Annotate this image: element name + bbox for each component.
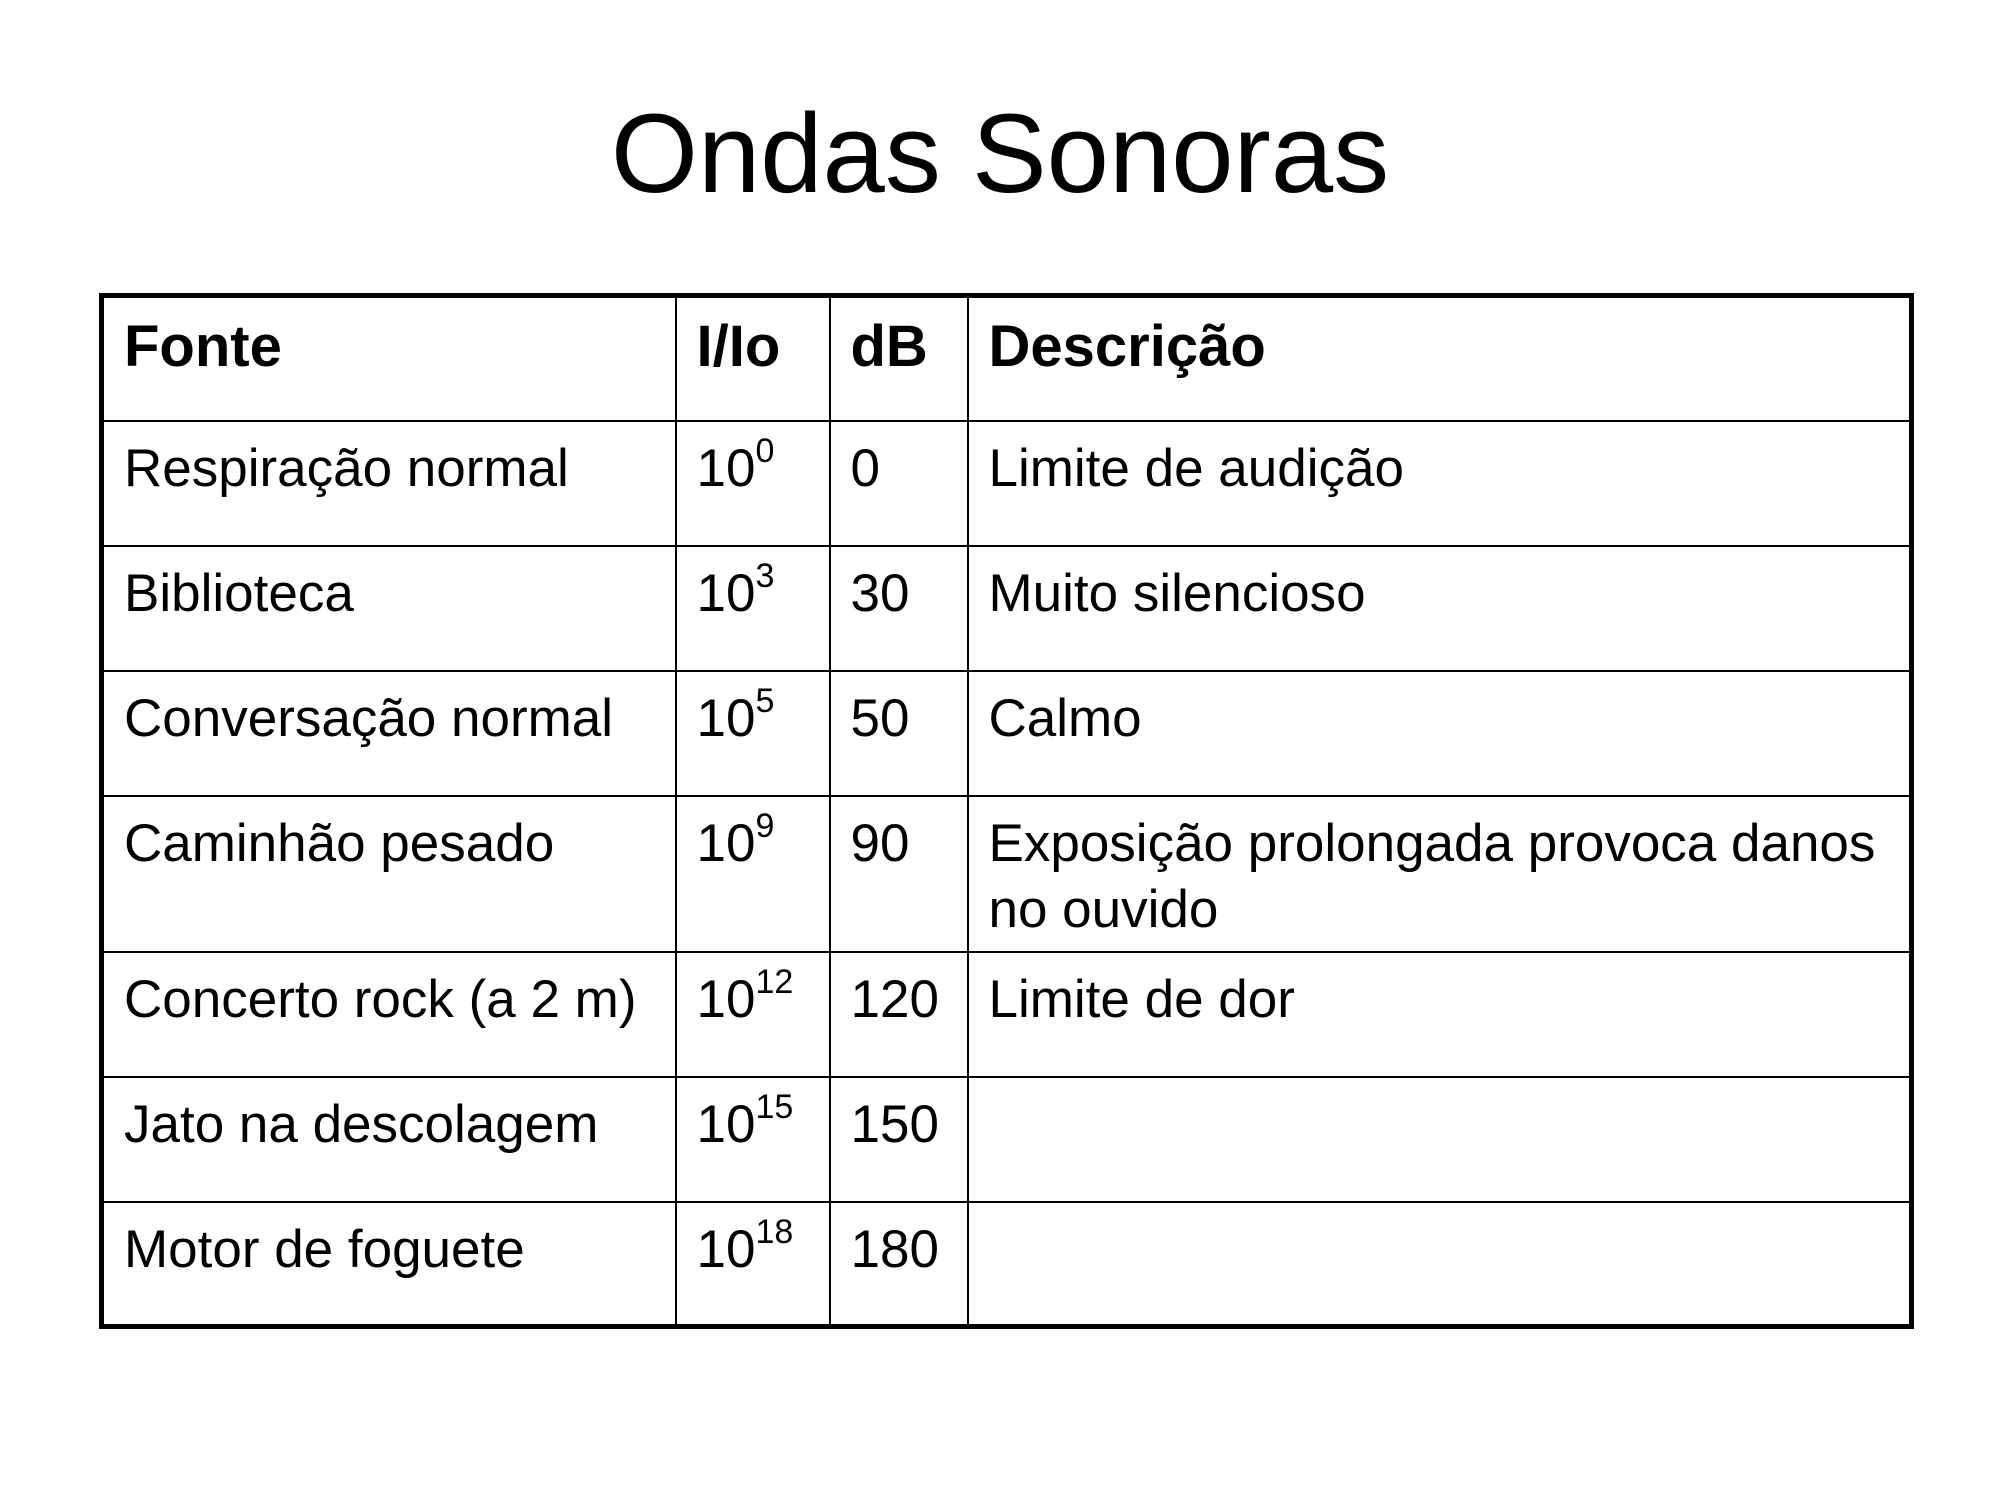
- header-db: dB: [830, 296, 968, 421]
- ratio-base: 10: [696, 1094, 756, 1154]
- cell-fonte: Biblioteca: [102, 546, 676, 671]
- ratio-exponent: 0: [755, 431, 775, 470]
- cell-intensity-ratio: [676, 421, 830, 546]
- table-row: [102, 952, 1912, 1077]
- ratio-base: 10: [696, 563, 756, 623]
- cell-db: 150: [830, 1077, 968, 1202]
- cell-intensity-ratio: [676, 546, 830, 671]
- ratio-exponent: 9: [755, 806, 775, 845]
- ratio-base: 10: [696, 1219, 756, 1279]
- cell-descricao: Muito silencioso: [968, 546, 1912, 671]
- ratio-exponent: 3: [755, 556, 775, 595]
- ratio-exponent: 5: [755, 681, 775, 720]
- cell-intensity-ratio: [676, 671, 830, 796]
- table-row: [102, 671, 1912, 796]
- cell-fonte: Concerto rock (a 2 m): [102, 952, 676, 1077]
- cell-descricao: [968, 1077, 1912, 1202]
- cell-db: 50: [830, 671, 968, 796]
- header-descricao: Descrição: [968, 296, 1912, 421]
- cell-db: 0: [830, 421, 968, 546]
- cell-db: 120: [830, 952, 968, 1077]
- ratio-exponent: 15: [755, 1087, 794, 1126]
- header-fonte: Fonte: [102, 296, 676, 421]
- table-row: [102, 546, 1912, 671]
- cell-descricao: Limite de audição: [968, 421, 1912, 546]
- cell-intensity-ratio: [676, 1202, 830, 1327]
- cell-fonte: Caminhão pesado: [102, 796, 676, 952]
- table-header-row: [102, 296, 1912, 421]
- sound-levels-table: [99, 293, 1914, 1329]
- cell-fonte: Motor de foguete: [102, 1202, 676, 1327]
- cell-descricao: Calmo: [968, 671, 1912, 796]
- table-row: [102, 796, 1912, 952]
- cell-db: 180: [830, 1202, 968, 1327]
- cell-descricao: Limite de dor: [968, 952, 1912, 1077]
- cell-intensity-ratio: [676, 796, 830, 952]
- cell-intensity-ratio: [676, 1077, 830, 1202]
- table-row: [102, 1202, 1912, 1327]
- ratio-exponent: 18: [755, 1212, 794, 1251]
- cell-fonte: Jato na descolagem: [102, 1077, 676, 1202]
- cell-descricao: Exposição prolongada provoca danos no ouvido: [968, 796, 1912, 952]
- ratio-base: 10: [696, 969, 756, 1029]
- cell-fonte: Conversação normal: [102, 671, 676, 796]
- table-row: [102, 421, 1912, 546]
- cell-db: 90: [830, 796, 968, 952]
- cell-fonte: Respiração normal: [102, 421, 676, 546]
- cell-intensity-ratio: [676, 952, 830, 1077]
- table-row: [102, 1077, 1912, 1202]
- ratio-base: 10: [696, 438, 756, 498]
- cell-db: 30: [830, 546, 968, 671]
- ratio-base: 10: [696, 813, 756, 873]
- ratio-base: 10: [696, 688, 756, 748]
- header-intensity-ratio: I/Io: [676, 296, 830, 421]
- cell-descricao: [968, 1202, 1912, 1327]
- page-title: Ondas Sonoras: [610, 91, 1390, 216]
- ratio-exponent: 12: [755, 962, 794, 1001]
